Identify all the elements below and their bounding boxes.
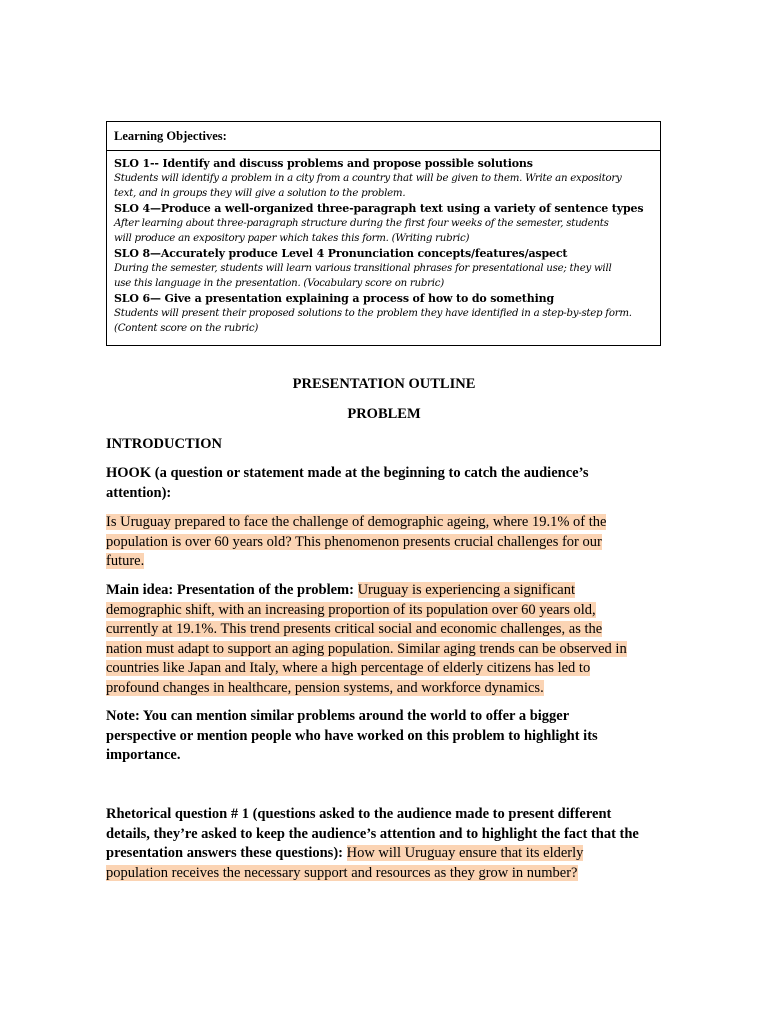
main-idea-line: countries like Japan and Italy, where a high percentage of elderly citizens has led to (106, 660, 591, 676)
main-idea-line: demographic shift, with an increasing proportion of its population over 60 years old, (106, 601, 596, 618)
hook-text-line: future. (106, 553, 145, 569)
hook-label-line: attention): (106, 484, 172, 501)
hook-label-line: HOOK (a question or statement made at the beginning to catch the audience’s (106, 465, 589, 481)
note-line: importance. (106, 747, 181, 763)
rhetorical-question-label-line: details, they’re asked to keep the audience’s attention and to highlight the fact that the (106, 825, 639, 842)
slo-8-description-line: During the semester, students will learn various transitional phrases for presentational use; they will (114, 263, 612, 274)
objectives-body (107, 151, 660, 336)
slo-1-title: SLO 1-- Identify and discuss problems and propose possible solutions (114, 157, 533, 170)
objectives-heading: Learning Objectives: (107, 122, 660, 151)
learning-objectives-table (106, 121, 661, 346)
rhetorical-question-text-line: population receives the necessary support and resources as they grow in number? (106, 864, 578, 881)
outline-subtitle: PROBLEM (347, 406, 421, 422)
rhetorical-question-text-line: How will Uruguay ensure that its elderly (346, 845, 584, 861)
hook-text-line: population is over 60 years old? This phenomenon presents crucial challenges for our (106, 533, 602, 550)
slo-1-description-line: Students will identify a problem in a city from a country that will be given to them. Write an expository (114, 173, 622, 184)
rhetorical-question-label-line: presentation answers these questions): (106, 845, 347, 861)
main-idea-line: Uruguay is experiencing a significant (357, 582, 576, 598)
hook-text (106, 513, 662, 572)
slo-4-description-line: will produce an expository paper which takes this form. (Writing rubric) (114, 233, 470, 244)
note-line: perspective or mention people who have worked on this problem to highlight its (106, 727, 598, 744)
note-paragraph (106, 707, 662, 766)
hook-text-line: Is Uruguay prepared to face the challenge of demographic ageing, where 19.1% of the (106, 514, 607, 530)
main-idea-line: profound changes in healthcare, pension systems, and workforce dynamics. (106, 679, 544, 696)
slo-1-description-line: text, and in groups they will give a solution to the problem. (114, 188, 406, 199)
outline-title: PRESENTATION OUTLINE (292, 376, 476, 392)
main-idea-label: Main idea: Presentation of the problem: (106, 582, 358, 598)
rhetorical-question-paragraph (106, 805, 662, 883)
hook-label (106, 464, 662, 503)
slo-6-description-line: Students will present their proposed solutions to the problem they have identified in a step-by-step form. (114, 308, 632, 319)
note-line: Note: You can mention similar problems around the world to offer a bigger (106, 708, 570, 724)
slo-6-title: SLO 6— Give a presentation explaining a process of how to do something (114, 292, 555, 305)
main-idea-paragraph (106, 581, 662, 698)
slo-4-title: SLO 4—Produce a well-organized three-paragraph text using a variety of sentence types (114, 202, 644, 215)
slo-6-description-line: (Content score on the rubric) (114, 323, 259, 334)
introduction-heading: INTRODUCTION (106, 436, 223, 452)
main-idea-line: nation must adapt to support an aging population. Similar aging trends can be observed in (106, 640, 627, 657)
main-idea-line: currently at 19.1%. This trend presents critical social and economic challenges, as the (106, 621, 603, 637)
slo-8-description-line: use this language in the presentation. (Vocabulary score on rubric) (114, 278, 444, 289)
slo-4-description-line: After learning about three-paragraph structure during the first four weeks of the semester, students (114, 218, 609, 229)
slo-8-title: SLO 8—Accurately produce Level 4 Pronunciation concepts/features/aspect (114, 247, 568, 260)
rhetorical-question-label-line: Rhetorical question # 1 (questions asked to the audience made to present different (106, 806, 612, 822)
